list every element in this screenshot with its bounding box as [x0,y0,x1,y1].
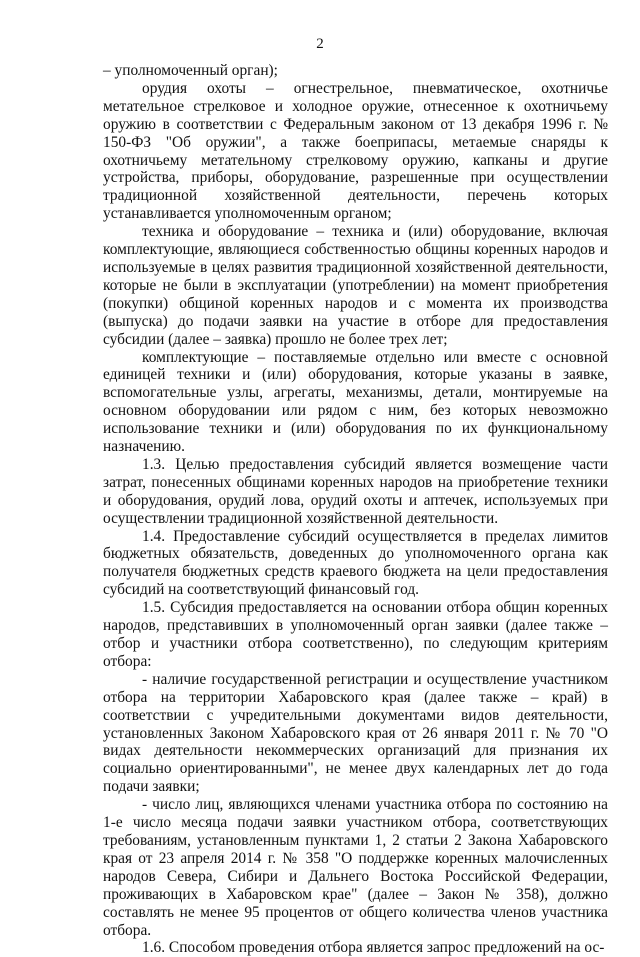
paragraph-1-6: 1.6. Способом проведения отбора является запрос предложений на ос- [142,939,605,957]
paragraph-equipment: техника и оборудование – техника и (или) оборудование, включая комплектующие, являющиеся собственностью общины коренных народов и используемые в целях развития традиционной хозяйственной деятельности, которые не были в эксплуатации (употреблении) на момент приобретения (покупки) общиной коренных народов и с момента их производства (выпуска) до подачи заявки на участие в отборе для предоставления субсидии (далее – заявка) прошло не более трех лет; [103,223,608,348]
paragraph-criterion-registration: - наличие государственной регистрации и осуществление участником отбора на территории Хабаровского края (далее также – край) в соответствии с учредительными документами видов деятельности, установленных Законом Хабаровского края от 26 января 2011 г. № 70 "О видах деятельности некоммерческих организаций для признания их социально ориентированными", не менее двух календарных лет до года подачи заявки; [103,670,608,796]
paragraph-1-5: 1.5. Субсидия предоставляется на основании отбора общин коренных народов, представивших в уполномоченный орган заявки (далее также – отбор и участники отбора соответственно), по следующим критериям отбора: [103,599,608,670]
document-body [103,62,608,957]
page-number: 2 [316,36,324,52]
paragraph-1-3: 1.3. Целью предоставления субсидий является возмещение части затрат, понесенных общинами коренных народов на приобретение техники и оборудования, орудий лова, орудий охоты и аптечек, используемых при осуществлении традиционной хозяйственной деятельности. [103,455,608,527]
paragraph-continuation: – уполномоченный орган); [103,62,278,79]
paragraph-criterion-members: - число лиц, являющихся членами участника отбора по состоянию на 1-е число месяца подачи заявки участником отбора, соответствующих требованиям, установленным пунктами 1, 2 статьи 2 Закона Хабаровского края от 23 апреля 2014 г. № 358 "О поддержке коренных малочисленных народов Севера, Сибири и Дальнего Востока Российской Федерации, проживающих в Хабаровском крае" (далее – Закон № 358), должно составлять не менее 95 процентов от общего количества членов участника отбора. [103,796,608,939]
paragraph-hunting-tools: орудия охоты – огнестрельное, пневматическое, охотничье метательное стрелковое и холодное оружие, отнесенное к охотничьему оружию в соответствии с Федеральным законом от 13 декабря 1996 г. № 150-ФЗ "Об оружии", а также боеприпасы, метаемые снаряды к охотничьему метательному стрелковому оружию, капканы и другие устройства, приборы, оборудование, разрешенные при осуществлении традиционной хозяйственной деятельности, перечень которых устанавливается уполномоченным органом; [103,79,608,223]
paragraph-components: комплектующие – поставляемые отдельно или вместе с основной единицей техники и (или) оборудования, которые указаны в заявке, вспомогательные узлы, агрегаты, механизмы, детали, монтируемые на основном оборудовании или рядом с ним, без которых невозможно использование техники и (или) оборудования по их функциональному назначению. [103,348,608,456]
paragraph-1-4: 1.4. Предоставление субсидий осуществляется в пределах лимитов бюджетных обязательств, доведенных до уполномоченного органа как получателя бюджетных средств краевого бюджета на цели предоставления субсидий на соответствующий финансовый год. [103,527,608,599]
